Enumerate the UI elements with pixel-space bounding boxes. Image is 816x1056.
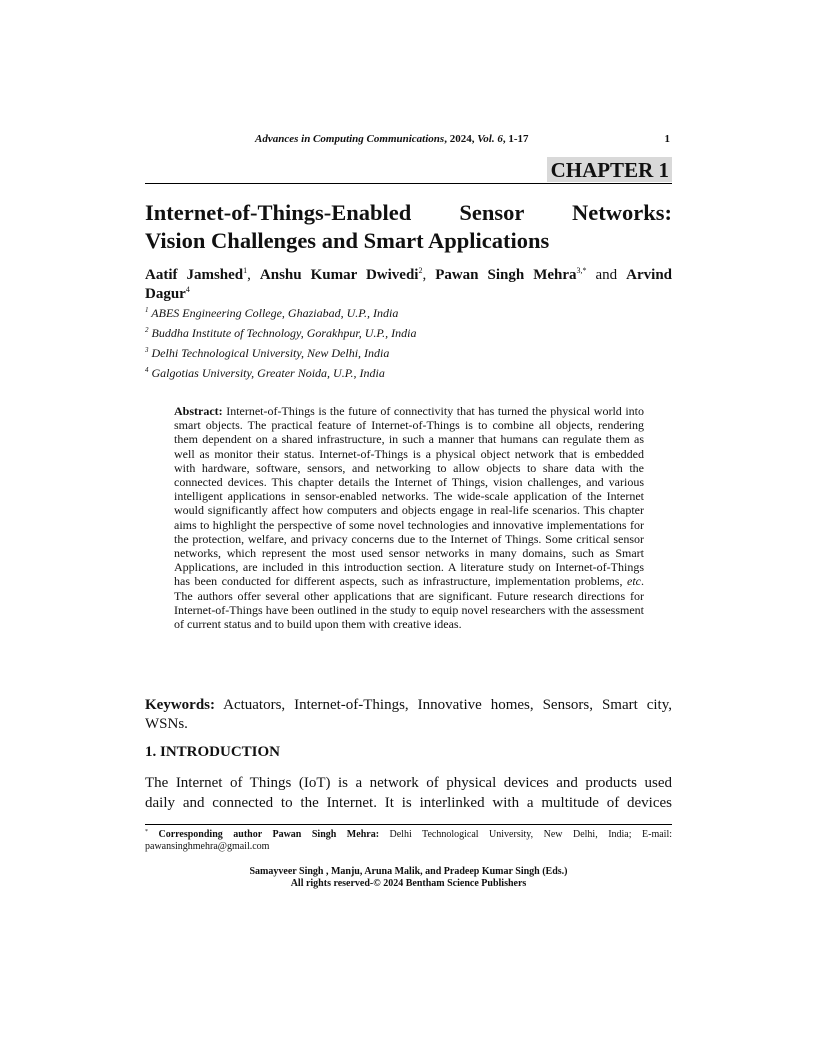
page-number: 1 xyxy=(664,133,670,145)
footnote-line-1 xyxy=(145,829,672,841)
editors-credit xyxy=(145,866,672,890)
title-line-2: Vision Challenges and Smart Applications xyxy=(145,228,550,253)
abstract-text-end: . The authors offer several other applications that are significant. Future research directions for Internet-of-Things have been outlined in the study to equip novel researchers with the assessment of current status and to build upon them with creative ideas. xyxy=(174,574,644,632)
author-name-first: Arvind xyxy=(626,267,672,283)
affiliation-item: $^3$ Delhi Technological University, New Delhi, India xyxy=(145,346,390,360)
intro-line-2: daily and connected to the Internet. It is interlinked with a multitude of devices xyxy=(145,794,672,811)
journal-volume: Vol. 6 xyxy=(477,133,503,145)
footnote-email: pawansinghmehra@gmail.com xyxy=(145,841,270,852)
copyright-line: All rights reserved-© 2024 Bentham Science Publishers xyxy=(290,878,527,889)
section-heading: 1. INTRODUCTION xyxy=(145,744,281,760)
author-affil-ref: 1 xyxy=(243,266,248,275)
affiliation-item: $^2$ Buddha Institute of Technology, Gorakhpur, U.P., India xyxy=(145,326,417,340)
chapter-label: CHAPTER 1 xyxy=(547,157,672,182)
abstract xyxy=(174,404,644,631)
chapter-banner xyxy=(145,157,672,184)
affiliation-item: $^4$ Galgotias University, Greater Noida, U.P., India xyxy=(145,366,385,380)
author-name: Pawan Singh Mehra xyxy=(435,267,577,283)
intro-line-1: The Internet of Things (IoT) is a network of physical devices and products used xyxy=(145,775,672,791)
author-affil-ref: 3,* xyxy=(576,266,587,275)
footnote-marker: * xyxy=(145,829,148,835)
abstract-label: Abstract: xyxy=(174,404,223,418)
journal-year: , 2024, xyxy=(444,133,478,145)
footnote-text: Delhi Technological University, New Delhi, India; E-mail: xyxy=(379,829,673,840)
journal-name: Advances in Computing Communications xyxy=(255,133,445,145)
footnote-divider xyxy=(145,824,672,825)
author-list xyxy=(145,266,672,304)
author-name: Anshu Kumar Dwivedi xyxy=(259,267,419,283)
introduction-paragraph xyxy=(145,774,672,813)
affiliation-list xyxy=(145,303,672,383)
author-name: Aatif Jamshed xyxy=(145,267,244,283)
footnote xyxy=(145,829,672,853)
editors-line: Samayveer Singh , Manju, Aruna Malik, and Pradeep Kumar Singh (Eds.) xyxy=(249,866,568,877)
author-line-1: Aatif Jamshed$^1$, Anshu Kumar Dwivedi$^2$, Pawan Singh Mehra$^{3,*}$ and Arvind xyxy=(145,266,672,283)
keywords xyxy=(145,696,672,734)
author-affil-ref: 2 xyxy=(418,266,423,275)
author-affil-ref: 4 xyxy=(185,285,190,294)
author-conjunction: and xyxy=(595,267,618,283)
keywords-label: Keywords: xyxy=(145,697,215,713)
abstract-text: Internet-of-Things is the future of connectivity that has turned the physical world into smart objects. The practical feature of Internet-of-Things is to combine all objects, rendering them dependent on a shared infrastructure, in such a manner that humans can regulate them as well as monitor their status. Internet-of-Things is a physical object network that is embedded with hardware, software, sensors, and networking to allow objects to share data with the connected devices. This chapter details the Internet of Things, vision challenges, and various intelligent applications in sensor-enabled networks. The wide-scale application of the Internet would significantly affect how computers and objects engage in real-life scenarios. This chapter aims to highlight the perspective of some novel technologies and innovative implementations for the protection, welfare, and privacy concerns due to the Internet of Things. Some critical sensor networks, which represent the most used sensor networks in many domains, such as Smart Applications, are included in this introduction section. A literature study on Internet-of-Things has been conducted for different aspects, such as infrastructure, implementation problems, xyxy=(174,404,644,589)
title-line-1: Internet-of-Things-Enabled Sensor Networks: xyxy=(145,200,672,225)
paper-title xyxy=(145,199,672,255)
running-header xyxy=(145,133,672,149)
abstract-etc: etc xyxy=(627,574,641,589)
journal-citation xyxy=(255,133,529,145)
journal-pages: , 1-17 xyxy=(502,133,529,145)
footnote-label: Corresponding author Pawan Singh Mehra: xyxy=(158,829,380,840)
author-name-last: Dagur xyxy=(145,286,186,302)
affiliation-item: $^1$ ABES Engineering College, Ghaziabad, U.P., India xyxy=(145,306,399,320)
keywords-text: Actuators, Internet-of-Things, Innovative homes, Sensors, Smart city, WSNs. xyxy=(145,697,672,732)
author-line-2 xyxy=(145,286,190,302)
